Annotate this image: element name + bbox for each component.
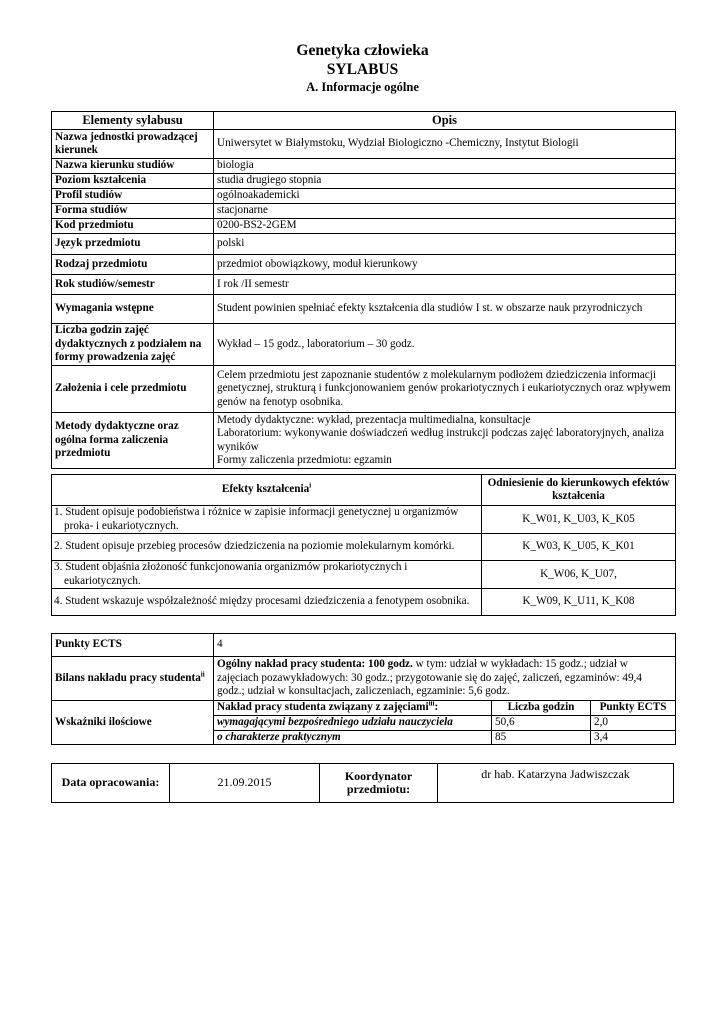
indicators-header: Nakład pracy studenta związany z zajęciami$^{iii}$: [214, 701, 492, 716]
table-row [52, 189, 676, 204]
col-header-hours: Liczba godzin [492, 701, 591, 716]
table-row [52, 159, 676, 174]
ects-points-label: Punkty ECTS [52, 634, 214, 657]
row-label: Kod przedmiotu [52, 219, 214, 234]
syllabus-table [51, 111, 676, 469]
indicator-points: 2,0 [591, 716, 676, 731]
row-value: Celem przedmiotu jest zapoznanie studentów z molekularnym podłożem dziedziczenia informacji genetycznej, strukturą i funkcjonowaniem genów prokariotycznych i eukariotycznych oraz wpływem genów na fenotyp osobnika. [214, 366, 676, 413]
row-label: Nazwa kierunku studiów [52, 159, 214, 174]
row-value [214, 413, 676, 469]
row-label: Poziom kształcenia [52, 174, 214, 189]
indicator-points: 3,4 [591, 730, 676, 745]
table-row [52, 275, 676, 295]
table-row [52, 534, 676, 561]
outcome-text: 2. Student opisuje przebieg procesów dziedziczenia na poziomie molekularnym komórki. [52, 534, 482, 561]
row-label: Forma studiów [52, 204, 214, 219]
row-value-line: Laboratorium: wykonywanie doświadczeń według instrukcji podczas zajęć laboratoryjnych, analiza wyników [217, 427, 665, 453]
row-label: Założenia i cele przedmiotu [52, 366, 214, 413]
col-header-points: Punkty ECTS [591, 701, 676, 716]
outcome-reference: K_W06, K_U07, [482, 561, 676, 589]
row-label: Nazwa jednostki prowadzącej kierunek [52, 130, 214, 159]
indicator-label: o charakterze praktycznym [214, 730, 492, 745]
coordinator-value: dr hab. Katarzyna Jadwiszczak [438, 764, 674, 803]
outcome-reference: K_W01, K_U03, K_K05 [482, 506, 676, 534]
table-row [52, 366, 676, 413]
footer-table [51, 763, 674, 803]
col-header-effects: Efekty kształcenia$^i$ [52, 475, 482, 506]
col-header-description: Opis [214, 112, 676, 130]
row-value-line: Formy zaliczenia przedmiotu: egzamin [217, 454, 392, 466]
date-value: 21.09.2015 [170, 764, 320, 803]
col-header-reference: Odniesienie do kierunkowych efektów kształcenia [482, 475, 676, 506]
col-header-elements: Elementy sylabusu [52, 112, 214, 130]
coordinator-label: Koordynator przedmiotu: [320, 764, 438, 803]
table-row [52, 234, 676, 255]
table-row [52, 219, 676, 234]
indicators-label: Wskaźniki ilościowe [52, 701, 214, 745]
table-row [52, 174, 676, 189]
table-row [52, 413, 676, 469]
row-value-line: Metody dydaktyczne: wykład, prezentacja multimedialna, konsultacje [217, 413, 531, 426]
ects-points-value: 4 [214, 634, 676, 657]
section-heading: A. Informacje ogólne [306, 80, 419, 94]
row-value: ogólnoakademicki [214, 189, 676, 204]
row-label: Profil studiów [52, 189, 214, 204]
ects-table [51, 633, 676, 745]
table-row [52, 255, 676, 275]
table-row [52, 701, 676, 716]
row-value: przedmiot obowiązkowy, moduł kierunkowy [214, 255, 676, 275]
outcomes-table [51, 474, 676, 616]
outcome-reference: K_W09, K_U11, K_K08 [482, 589, 676, 616]
row-value: polski [214, 234, 676, 255]
indicator-hours: 50,6 [492, 716, 591, 731]
row-label: Rodzaj przedmiotu [52, 255, 214, 275]
table-row [52, 130, 676, 159]
table-row [52, 589, 676, 616]
row-value: stacjonarne [214, 204, 676, 219]
document-title: Genetyka człowieka [296, 42, 429, 59]
table-row [52, 561, 676, 589]
outcome-text: 1. Student opisuje podobieństwa i różnice w zapisie informacji genetycznej u organizmów proka- i eukariotycznych. [52, 506, 482, 534]
outcome-text: 4. Student wskazuje współzależność między procesami dziedziczenia a fenotypem osobnika. [52, 589, 482, 616]
table-row [52, 204, 676, 219]
outcome-text: 3. Student objaśnia złożoność funkcjonowania organizmów prokariotycznych i eukariotycznych. [52, 561, 482, 589]
row-value: Wykład – 15 godz., laboratorium – 30 godz. [214, 324, 676, 366]
table-row [52, 506, 676, 534]
date-label: Data opracowania: [52, 764, 170, 803]
document-subtitle: SYLABUS [326, 61, 399, 78]
outcome-reference: K_W03, K_U05, K_K01 [482, 534, 676, 561]
row-label: Język przedmiotu [52, 234, 214, 255]
row-label: Metody dydaktyczne oraz ogólna forma zaliczenia przedmiotu [52, 413, 214, 469]
balance-value: Ogólny nakład pracy studenta: 100 godz. w tym: udział w wykładach: 15 godz.; udział w zajęciach pozawykładowych: 30 godz.; przygotowanie się do zajęć, zaliczeń, egzaminów: 49,4 godz.; udział w konsultacjach, zaliczeniach, egzaminie: 5,6 godz. [214, 657, 676, 701]
row-value: Student powinien spełniać efekty kształcenia dla studiów I st. w obszarze nauk przyrodniczych [214, 295, 676, 324]
row-label: Wymagania wstępne [52, 295, 214, 324]
table-row [52, 634, 676, 657]
table-row [52, 657, 676, 701]
row-value: I rok /II semestr [214, 275, 676, 295]
table-row [52, 295, 676, 324]
indicator-hours: 85 [492, 730, 591, 745]
row-label: Rok studiów/semestr [52, 275, 214, 295]
table-row [52, 324, 676, 366]
row-value: 0200-BS2-2GEM [214, 219, 676, 234]
balance-label: Bilans nakładu pracy studenta$^{ii}$ [52, 657, 214, 701]
row-value: Uniwersytet w Białymstoku, Wydział Biologiczno -Chemiczny, Instytut Biologii [214, 130, 676, 159]
row-value: biologia [214, 159, 676, 174]
row-label: Liczba godzin zajęć dydaktycznych z podziałem na formy prowadzenia zajęć [52, 324, 214, 366]
indicator-label: wymagającymi bezpośredniego udziału nauczyciela [214, 716, 492, 731]
row-value: studia drugiego stopnia [214, 174, 676, 189]
